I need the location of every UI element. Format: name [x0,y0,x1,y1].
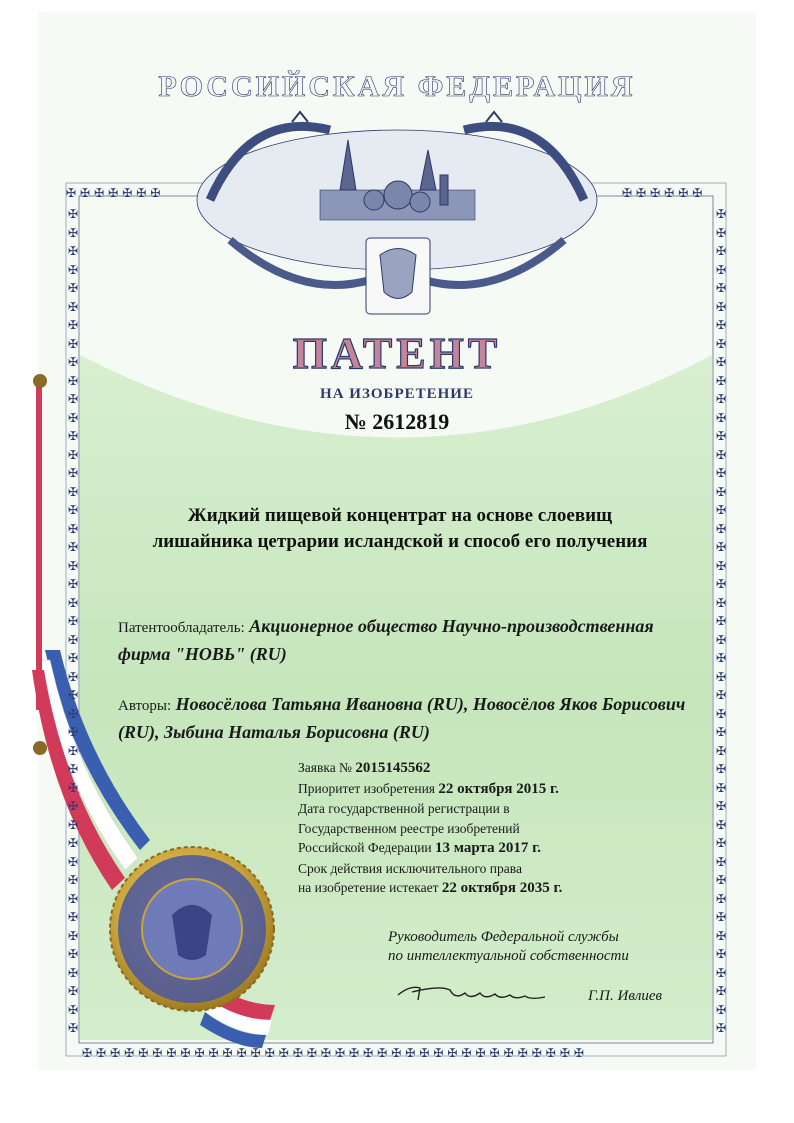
border-stars-top-right: ✠✠✠✠✠✠ [622,186,707,200]
authors [118,691,708,745]
priority-label: Приоритет изобретения [298,780,436,796]
country-title: РОССИЙСКАЯ ФЕДЕРАЦИЯ [158,70,636,103]
document-type-title: ПАТЕНТ [292,329,502,378]
invention-title-line1: Жидкий пищевой концентрат на основе слоевищ [187,505,613,526]
invention-title [120,503,680,555]
registration-label-1: Дата государственной регистрации в [298,801,510,816]
border-stars-bottom: ✠✠✠✠✠✠✠✠✠✠✠✠✠✠✠✠✠✠✠✠✠✠✠✠✠✠✠✠✠✠✠✠✠✠✠✠ [82,1046,588,1060]
patent-number: № 2612819 [344,409,450,434]
registration-label-3: Российской Федерации [298,840,432,855]
patent-holder [118,613,698,667]
application-label: Заявка № [298,760,352,775]
registration-label-2: Государственном реестре изобретений [298,820,520,836]
border-stars-left: ✠ ✠ ✠ ✠ ✠ ✠ ✠ ✠ ✠ ✠ ✠ ✠ ✠ ✠ ✠ ✠ ✠ ✠ ✠ ✠ ✠ ✠ ✠ ✠ ✠ ✠ ✠ ✠ ✠ ✠ ✠ ✠ ✠ ✠ ✠ ✠ ✠ ✠ ✠ ✠ ✠ ✠ ✠ ✠ ✠ [67,207,79,1035]
gold-seal [110,847,274,1011]
authors-label: Авторы: [118,698,172,714]
authors-value: Новосёлова Татьяна Ивановна (RU), Новосёлов Яков Борисович (RU), Зыбина Наталья Борисовна (RU) [118,694,686,742]
priority-date: 22 октября 2015 г. [438,780,559,797]
registration-details [298,758,698,899]
signatory-position [388,928,708,966]
term-label-1: Срок действия исключительного права [298,860,522,876]
border-stars-top-left: ✠✠✠✠✠✠✠ [66,186,165,200]
term-expiry-date: 22 октября 2035 г. [441,880,563,896]
patent-subtitle: НА ИЗОБРЕТЕНИЕ [320,386,474,402]
position-line1: Руководитель Федеральной службы [388,929,619,945]
holder-value: Акционерное общество Научно-производственная фирма "НОВЬ" (RU) [118,616,654,664]
term-label-2: на изобретение истекает [298,880,439,895]
registration-date: 13 марта 2017 г. [435,840,541,856]
border-stars-right: ✠ ✠ ✠ ✠ ✠ ✠ ✠ ✠ ✠ ✠ ✠ ✠ ✠ ✠ ✠ ✠ ✠ ✠ ✠ ✠ ✠ ✠ ✠ ✠ ✠ ✠ ✠ ✠ ✠ ✠ ✠ ✠ ✠ ✠ ✠ ✠ ✠ ✠ ✠ ✠ ✠ ✠ ✠ ✠ ✠ [715,207,727,1035]
signatory-name: Г.П. Ивлиев [588,988,663,1004]
invention-title-line2: лишайника цетрарии исландской и способ его получения [152,531,648,552]
holder-label: Патентообладатель: [118,620,245,636]
position-line2: по интеллектуальной собственности [388,948,629,964]
binding-ring [33,741,47,755]
application-number: 2015145562 [355,760,431,776]
